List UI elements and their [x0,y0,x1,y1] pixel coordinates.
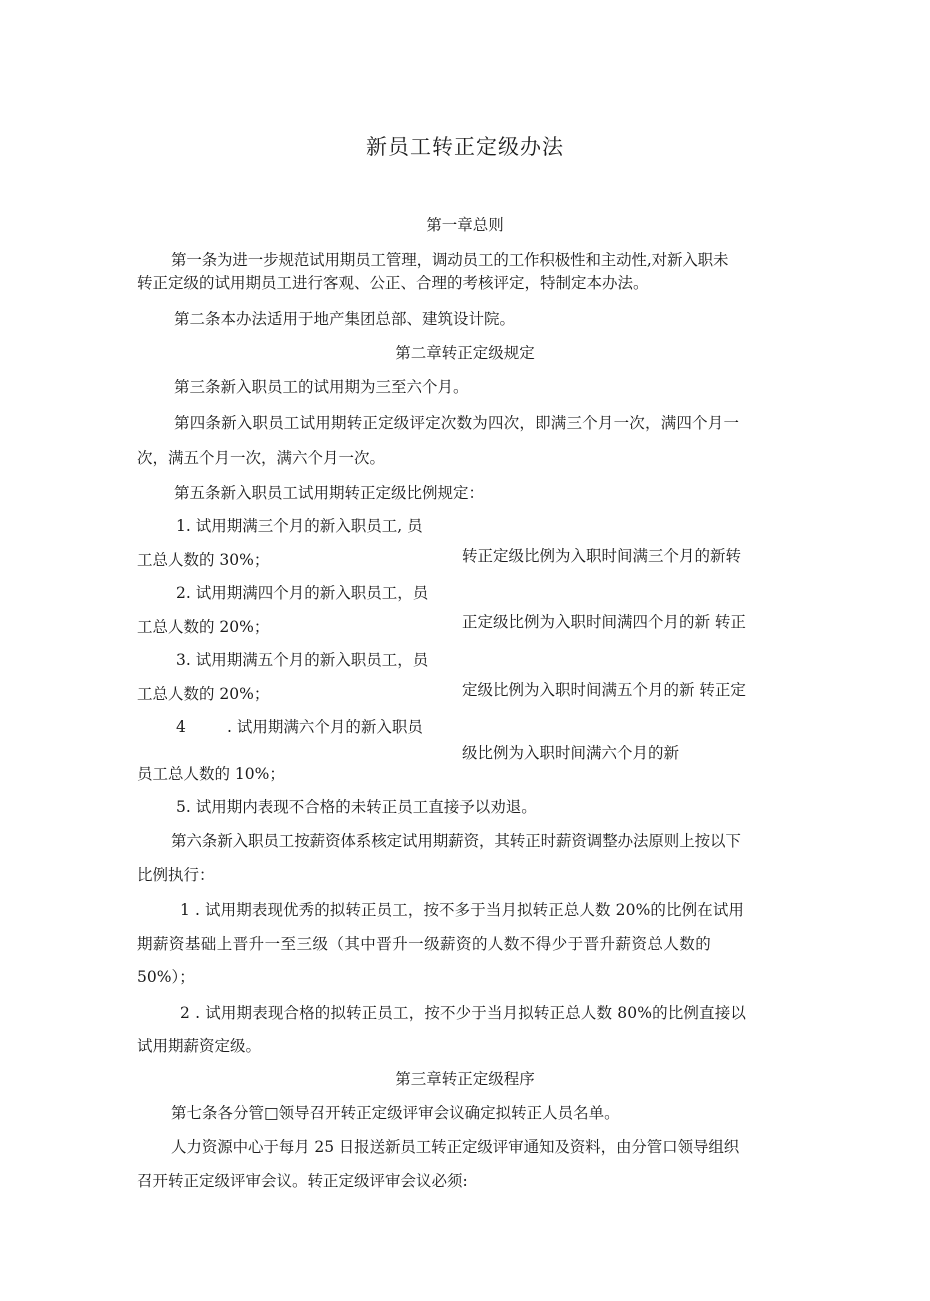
item-4-continuation: 员工总人数的 10%； [137,765,285,783]
article-6-line-2: 比例执行： [137,866,215,884]
article-4-line-1: 第四条新入职员工试用期转正定级评定次数为四次，即满三个月一次，满四个月一 [174,414,740,432]
item-3-right: 定级比例为入职时间满五个月的新 转正定 [462,681,746,699]
article-1-line-1: 第一条为进一步规范试用期员工管理，调动员工的工作积极性和主动性,对新入职未 [171,251,729,269]
chapter-2-heading: 第二章转正定级规定 [395,344,535,362]
article-2: 第二条本办法适用于地产集团总部、建筑设计院。 [174,310,516,328]
article-1-line-2: 转正定级的试用期员工进行客观、公正、合理的考核评定，特制定本办法。 [137,274,649,292]
procedure-line-1: 人力资源中心于每月 25 日报送新员工转正定级评审通知及资料，由分管口领导组织 [171,1138,740,1156]
item-2-right: 正定级比例为入职时间满四个月的新 转正 [462,613,746,631]
item-2-left: 2. 试用期满四个月的新入职员工，员 [176,584,429,602]
article-7: 第七条各分管□领导召开转正定级评审会议确定拟转正人员名单。 [171,1104,620,1122]
rule-1-line-2: 期薪资基础上晋升一至三级（其中晋升一级薪资的人数不得少于晋升薪资总人数的 [137,935,712,953]
item-2-continuation: 工总人数的 20%； [137,618,270,636]
rule-1-line-3: 50%）； [137,968,195,986]
item-3-left: 3. 试用期满五个月的新入职员工，员 [176,651,429,669]
article-3: 第三条新入职员工的试用期为三至六个月。 [174,378,469,396]
item-1-right: 转正定级比例为入职时间满三个月的新转 [462,547,742,565]
item-4-right-clipped [462,743,792,762]
chapter-1-heading: 第一章总则 [426,216,504,234]
article-5: 第五条新入职员工试用期转正定级比例规定： [174,484,485,502]
article-4-line-2: 次，满五个月一次，满六个月一次。 [137,449,386,467]
article-6-line-1: 第六条新入职员工按薪资体系核定试用期薪资，其转正时薪资调整办法原则上按以下 [171,832,741,850]
procedure-line-2: 召开转正定级评审会议。转正定级评审会议必须: [137,1172,468,1190]
rule-2-line-2: 试用期薪资定级。 [137,1037,262,1055]
item-1-left: 1. 试用期满三个月的新入职员工, 员 [176,517,423,535]
document-title: 新员工转正定级办法 [366,135,564,159]
item-4-number: 4 [176,718,186,736]
rule-2-line-1: 2 . 试用期表现合格的拟转正员工，按不少于当月拟转正总人数 80%的比例直接以 [180,1004,747,1022]
item-3-continuation: 工总人数的 20%； [137,685,270,703]
item-1-continuation: 工总人数的 30%； [137,551,270,569]
item-4-right: 级比例为入职时间满六个月的新 [462,744,680,762]
chapter-3-heading: 第三章转正定级程序 [395,1070,535,1088]
item-4-left: . 试用期满六个月的新入职员 [227,718,423,736]
rule-1-line-1: 1 . 试用期表现优秀的拟转正员工，按不多于当月拟转正总人数 20%的比例在试用 [180,901,745,919]
item-5: 5. 试用期内表现不合格的未转正员工直接予以劝退。 [176,798,537,816]
